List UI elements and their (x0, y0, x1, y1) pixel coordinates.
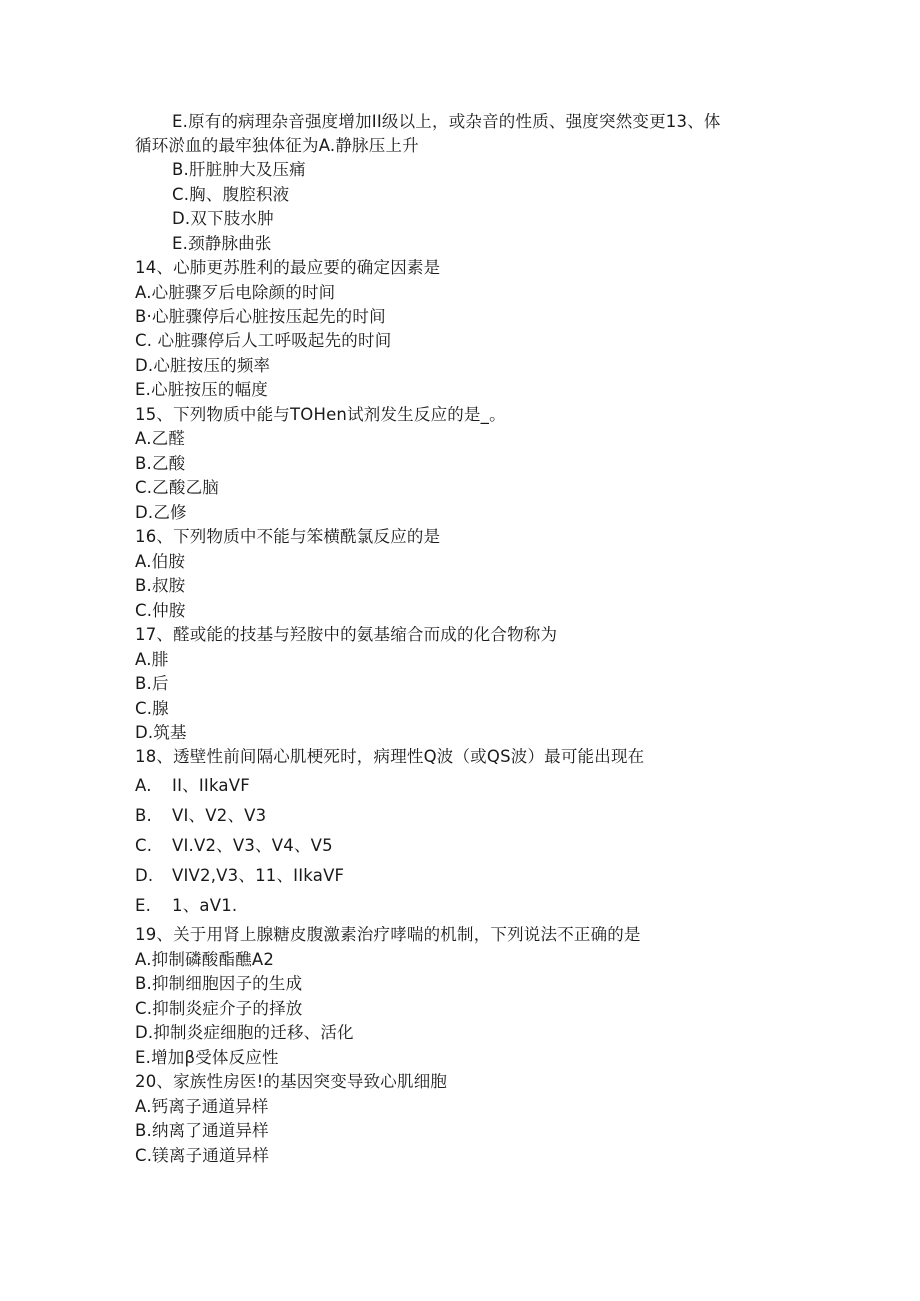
question-title: 19、关于用肾上腺糖皮腹激素治疗哮喘的机制，下列说法不正确的是 (135, 925, 641, 944)
text-line: D.双下肢水肿 (172, 209, 274, 228)
text-line: B.肝脏肿大及压痛 (172, 160, 306, 179)
text-line: B.乙酸 (135, 454, 186, 473)
text-line: C.腺 (135, 699, 169, 718)
text-line: C.仲胺 (135, 601, 186, 620)
option-line (135, 865, 344, 887)
text-line: 循环淤血的最牢独体征为A.静脉压上升 (135, 136, 419, 155)
text-line: C.乙酸乙脑 (135, 478, 219, 497)
option-key: D. (135, 866, 154, 885)
option-line (135, 895, 237, 917)
text-line: C. 心脏骤停后人工呼吸起先的时间 (135, 331, 392, 350)
option-key: E. (135, 896, 152, 915)
text-line: B.抑制细胞因子的生成 (135, 974, 303, 993)
question-title: 14、心肺更苏胜利的最应要的确定因素是 (135, 258, 441, 277)
text-line: D.抑制炎症细胞的迁移、活化 (135, 1023, 354, 1042)
text-line: A.抑制磷酸酯醮A2 (135, 950, 275, 969)
question-title: 17、醛或能的技基与羟胺中的氨基缩合而成的化合物称为 (135, 625, 558, 644)
text-line: A.钙离子通道异样 (135, 1097, 269, 1116)
text-line: A.心脏骤歹后电除颜的时间 (135, 283, 336, 302)
question-title: 16、下列物质中不能与笨横酰氯反应的是 (135, 527, 441, 546)
question-title: 20、家族性房医!的基因突变导致心肌细胞 (135, 1072, 448, 1091)
text-line: B·心脏骤停后心脏按压起先的时间 (135, 307, 386, 326)
option-text: VI、V2、V3 (172, 806, 267, 825)
text-line: D.乙修 (135, 503, 187, 522)
question-title: 18、透壁性前间隔心肌梗死时，病理性Q波（或QS波）最可能出现在 (135, 747, 645, 766)
text-line: C.抑制炎症介子的择放 (135, 999, 303, 1018)
option-text: II、IIkaVF (172, 776, 250, 795)
option-line (135, 835, 333, 857)
text-line: C.镁离子通道异样 (135, 1146, 270, 1165)
text-line: E.颈静脉曲张 (172, 234, 272, 253)
option-key: A. (135, 776, 152, 795)
text-line: E.心脏按压的幅度 (135, 380, 268, 399)
option-text: VI.V2、V3、V4、V5 (172, 836, 333, 855)
text-line: B.纳离了通道异样 (135, 1121, 269, 1140)
option-line (135, 775, 250, 797)
text-line: A.伯胺 (135, 552, 186, 571)
option-line (135, 805, 266, 827)
text-line: E.增加β受体反应性 (135, 1048, 279, 1067)
option-key: C. (135, 836, 153, 855)
text-line: B.叔胺 (135, 576, 186, 595)
text-line: D.筑基 (135, 723, 187, 742)
text-line: B.后 (135, 674, 169, 693)
text-line: A.乙醛 (135, 429, 186, 448)
option-text: 1、aV1. (172, 896, 238, 915)
question-title: 15、下列物质中能与TOHen试剂发生反应的是_。 (135, 405, 506, 424)
text-line: D.心脏按压的频率 (135, 356, 271, 375)
text-line: E.原有的病理杂音强度增加II级以上，或杂音的性质、强度突然变更13、体 (172, 112, 721, 131)
option-text: VIV2,V3、11、IIkaVF (172, 866, 345, 885)
text-line: C.胸、腹腔积液 (172, 185, 290, 204)
text-line: A.腓 (135, 650, 169, 669)
option-key: B. (135, 806, 152, 825)
